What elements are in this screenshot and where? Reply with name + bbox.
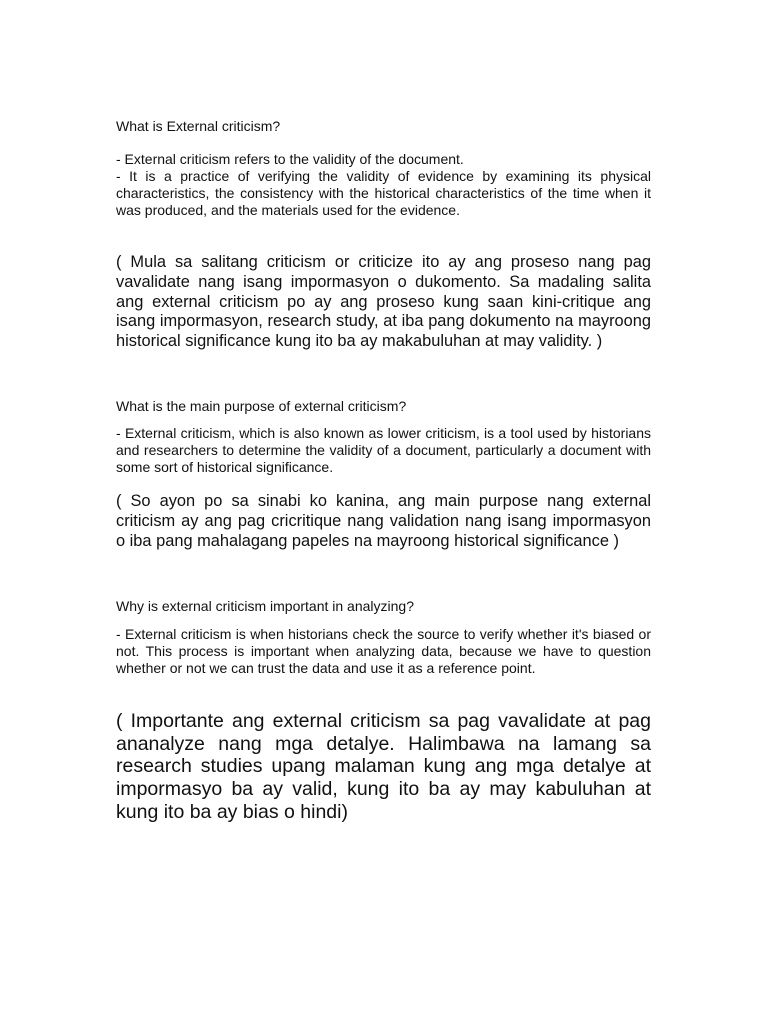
section-1-answer-line-1: - External criticism refers to the validity of the document. [116, 151, 464, 167]
section-1-note: ( Mula sa salitang criticism or criticize ito ay ang proseso nang pag vavalidate nang isang impormasyon o dukomento. Sa madaling salita ang external criticism po ay ang proseso kung saan kini-critique ang isang impormasyon, research study, at iba pang dokumento na mayroong historical significance kung ito ba ay makabuluhan at may validity. ) [116, 253, 651, 351]
section-2-answer-line-1: - External criticism, which is also known as lower criticism, is a tool used by historians and researchers to determine the validity of a document, particularly a document with some sort of historical significance. [116, 425, 651, 475]
section-3-answer [116, 626, 651, 677]
section-3-answer-line-1: - External criticism is when historians check the source to verify whether it's biased or not. This process is important when analyzing data, because we have to question whether or not we can trust the data and use it as a reference point. [116, 626, 651, 676]
section-1-question: What is External criticism? [116, 118, 281, 134]
section-3-question: Why is external criticism important in analyzing? [116, 598, 414, 614]
section-2-question: What is the main purpose of external criticism? [116, 398, 407, 414]
section-1-answer-line-2: - It is a practice of verifying the validity of evidence by examining its physical characteristics, the consistency with the historical characteristics of the time when it was produced, and the materials used for the evidence. [116, 168, 651, 218]
section-3-note: ( Importante ang external criticism sa pag vavalidate at pag ananalyze nang mga detalye. Halimbawa na lamang sa research studies upang malaman kung ang mga detalye at impormasyo ba ay valid, kung ito ba ay may kabuluhan at kung ito ba ay bias o hindi) [116, 710, 651, 823]
section-2-note: ( So ayon po sa sinabi ko kanina, ang main purpose nang external criticism ay ang pag cricritique nang validation nang isang impormasyon o iba pang mahalagang papeles na mayroong historical significance ) [116, 492, 651, 550]
section-1-answer [116, 151, 651, 219]
section-2-answer [116, 425, 651, 476]
